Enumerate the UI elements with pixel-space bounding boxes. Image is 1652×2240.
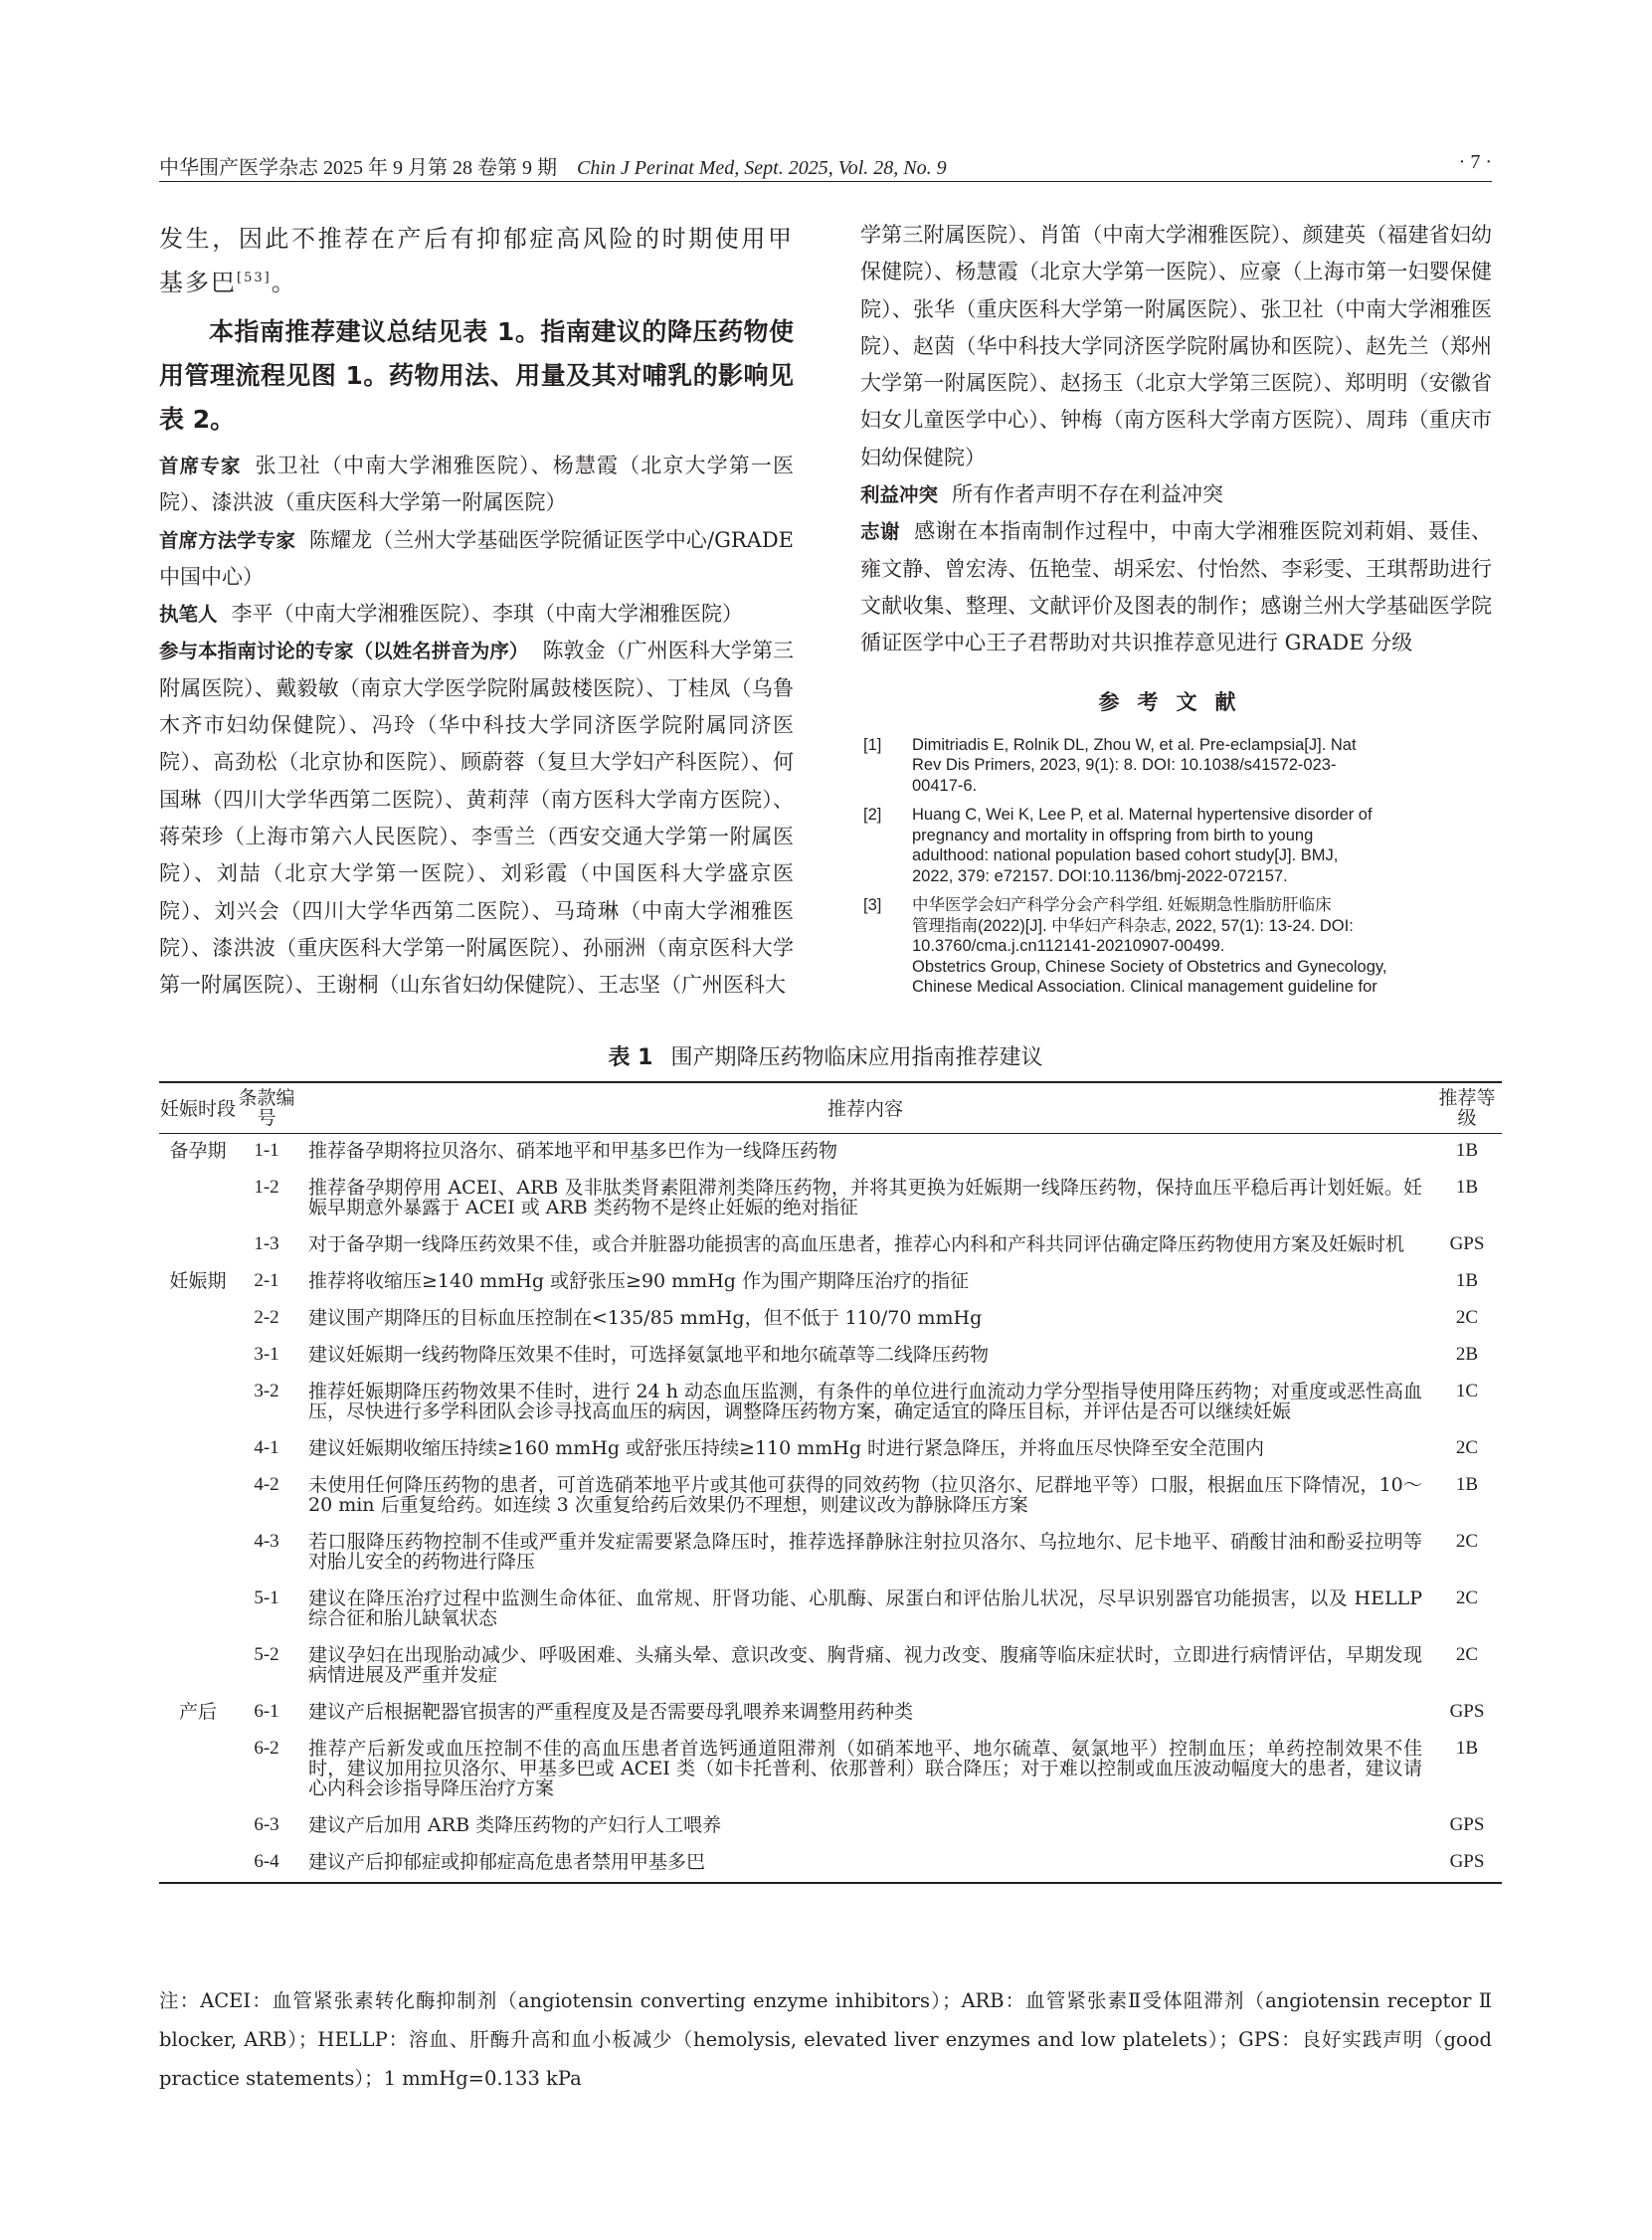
table-row bbox=[159, 1468, 1502, 1525]
recommendation-cell: 建议产后根据靶器官损害的严重程度及是否需要母乳喂养来调整用药种类 bbox=[308, 1701, 914, 1723]
table-row bbox=[159, 1845, 1502, 1883]
stage-cell: 产后 bbox=[178, 1701, 217, 1723]
grade-cell: 2C bbox=[1455, 1437, 1479, 1458]
table-row bbox=[159, 1227, 1502, 1264]
stage-cell bbox=[159, 1301, 237, 1338]
left-column bbox=[159, 217, 794, 1004]
recommendation-cell: 推荐产后新发或血压控制不佳的高血压患者首选钙通道阻滞剂（如硝苯地平、地尔硫䓬、氨氯地平）控制血压；单药控制效果不佳时，建议加用拉贝洛尔、甲基多巴或 ACEI 类（如卡托普利、依那普利）联合降压；对于难以控制或血压波动幅度大的患者，建议请心内科会诊指导降压治疗方案 bbox=[308, 1738, 1422, 1799]
participants bbox=[159, 633, 794, 1004]
page-number: · 7 · bbox=[1458, 151, 1492, 173]
writers bbox=[159, 596, 794, 633]
number-cell: 2-1 bbox=[254, 1270, 279, 1291]
number-cell: 5-1 bbox=[254, 1587, 279, 1608]
number-cell: 4-1 bbox=[254, 1437, 279, 1458]
number-cell: 4-3 bbox=[254, 1531, 279, 1552]
citation-ref[interactable]: [53] bbox=[237, 271, 272, 285]
table-row bbox=[159, 1171, 1502, 1227]
number-cell: 1-2 bbox=[254, 1177, 279, 1198]
number-cell: 3-1 bbox=[254, 1344, 279, 1365]
journal-name-cn: 中华围产医学杂志 2025 年 9 月第 28 卷第 9 期 bbox=[159, 157, 557, 179]
stage-cell bbox=[159, 1845, 237, 1883]
table-row bbox=[159, 1134, 1502, 1172]
journal-citation bbox=[159, 151, 947, 180]
conflict-of-interest bbox=[860, 476, 1492, 513]
recommendation-cell: 推荐备孕期将拉贝洛尔、硝苯地平和甲基多巴作为一线降压药物 bbox=[308, 1140, 838, 1162]
stage-cell bbox=[159, 1338, 237, 1375]
methodologist bbox=[159, 522, 794, 597]
coi-text: 所有作者声明不存在利益冲突 bbox=[952, 482, 1224, 507]
table-row bbox=[159, 1808, 1502, 1845]
table-note: 注：ACEI：血管紧张素转化酶抑制剂（angiotensin converting enzyme inhibitors）；ARB：血管紧张素Ⅱ受体阻滞剂（angiotensin receptor Ⅱ blocker, ARB）；HELLP：溶血、肝酶升高和血小板减少（hemolysis, elevated liver enzymes and low platelets）；GPS：良好实践声明（good practice statements）；1 mmHg=0.133 kPa bbox=[159, 1989, 1492, 2090]
stage-cell bbox=[159, 1375, 237, 1431]
participants-continued: 学第三附属医院）、肖笛（中南大学湘雅医院）、颜建英（福建省妇幼保健院）、杨慧霞（北京大学第一医院）、应豪（上海市第一妇婴保健院）、张华（重庆医科大学第一附属医院）、张卫社（中南大学湘雅医院）、赵茵（华中科技大学同济医学院附属协和医院）、赵先兰（郑州大学第一附属医院）、赵扬玉（北京大学第三医院）、郑明明（安徽省妇女儿童医学中心）、钟梅（南方医科大学南方医院）、周玮（重庆市妇幼保健院） bbox=[860, 223, 1492, 469]
recommendation-cell: 未使用任何降压药物的患者，可首选硝苯地平片或其他可获得的同效药物（拉贝洛尔、尼群地平等）口服，根据血压下降情况，10～20 min 后重复给药。如连续 3 次重复给药后效果仍不理想，则建议改为静脉降压方案 bbox=[308, 1474, 1422, 1516]
reference-text-line: Huang C, Wei K, Lee P, et al. Maternal hypertensive disorder of bbox=[912, 806, 1373, 825]
stage-cell bbox=[159, 1732, 237, 1808]
reference-text-line: 2022, 379: e72157. DOI:10.1136/bmj-2022-072157. bbox=[912, 866, 1288, 885]
running-header bbox=[159, 147, 1492, 182]
recommendation-cell: 建议孕妇在出现胎动减少、呼吸困难、头痛头晕、意识改变、胸背痛、视力改变、腹痛等临床症状时，立即进行病情评估，早期发现病情进展及严重并发症 bbox=[308, 1644, 1422, 1686]
reference-text-line: 00417-6. bbox=[912, 776, 978, 795]
recommendation-cell: 推荐妊娠期降压药物效果不佳时，进行 24 h 动态血压监测，有条件的单位进行血流动力学分型指导使用降压药物；对重度或恶性高血压，尽快进行多学科团队会诊寻找高血压的病因，调整降压药物方案，确定适宜的降压目标，并评估是否可以继续妊娠 bbox=[308, 1381, 1422, 1422]
recommendation-cell: 推荐备孕期停用 ACEI、ARB 及非肽类肾素阻滞剂类降压药物，并将其更换为妊娠期一线降压药物，保持血压平稳后再计划妊娠。妊娠早期意外暴露于 ACEI 或 ARB 类药物不是终止妊娠的绝对指征 bbox=[308, 1177, 1422, 1218]
ack-text: 感谢在本指南制作过程中，中南大学湘雅医院刘莉娟、聂佳、雍文静、曾宏涛、伍艳莹、胡采宏、付怡然、李彩雯、王琪帮助进行文献收集、整理、文献评价及图表的制作；感谢兰州大学基础医学院循证医学中心王子君帮助对共识推荐意见进行 GRADE 分级 bbox=[860, 519, 1492, 655]
stage-cell bbox=[159, 1227, 237, 1264]
table-header-row bbox=[159, 1082, 1502, 1134]
table-row bbox=[159, 1301, 1502, 1338]
reference-item bbox=[860, 735, 1492, 797]
paragraph-text: 发生，因此不推荐在产后有抑郁症高风险的时期使用甲基多巴 bbox=[159, 225, 794, 296]
methodologist-text: 陈耀龙（兰州大学基础医学院循证医学中心/GRADE 中国中心） bbox=[159, 527, 794, 589]
recommendation-table bbox=[159, 1081, 1502, 1884]
methodologist-label: 首席方法学专家 bbox=[159, 528, 295, 552]
reference-text-line: adulthood: national population based cohort study[J]. BMJ, bbox=[912, 846, 1339, 865]
grade-cell: 2C bbox=[1455, 1587, 1479, 1608]
stage-cell: 备孕期 bbox=[169, 1140, 227, 1162]
grade-cell: GPS bbox=[1449, 1851, 1485, 1872]
number-cell: 5-2 bbox=[254, 1644, 279, 1665]
table-title: 围产期降压药物临床应用指南推荐建议 bbox=[670, 1045, 1043, 1070]
grade-cell: 1B bbox=[1455, 1177, 1479, 1198]
table-row bbox=[159, 1695, 1502, 1732]
reference-text-line: 10.3760/cma.j.cn112141-20210907-00499. bbox=[912, 937, 1225, 956]
stage-cell bbox=[159, 1171, 237, 1227]
writers-label: 执笔人 bbox=[159, 603, 218, 627]
stage-cell: 妊娠期 bbox=[169, 1270, 227, 1292]
reference-text-line: Obstetrics Group, Chinese Society of Obstetrics and Gynecology, bbox=[912, 957, 1387, 976]
participants-text: 陈敦金（广州医科大学第三附属医院）、戴毅敏（南京大学医学院附属鼓楼医院）、丁桂凤（乌鲁木齐市妇幼保健院）、冯玲（华中科技大学同济医学院附属同济医院）、高劲松（北京协和医院）、顾蔚蓉（复旦大学妇产科医院）、何国琳（四川大学华西第二医院）、黄莉萍（南方医科大学南方医院）、蒋荣珍（上海市第六人民医院）、李雪兰（西安交通大学第一附属医院）、刘喆（北京大学第一医院）、刘彩霞（中国医科大学盛京医院）、刘兴会（四川大学华西第二医院）、马琦琳（中南大学湘雅医院）、漆洪波（重庆医科大学第一附属医院）、孙丽洲（南京医科大学第一附属医院）、王谢桐（山东省妇幼保健院）、王志坚（广州医科大 bbox=[159, 639, 794, 998]
header-content: 推荐内容 bbox=[826, 1098, 903, 1120]
reference-number: [2] bbox=[863, 806, 882, 825]
chief-experts-label: 首席专家 bbox=[159, 455, 242, 477]
recommendation-cell: 建议围产期降压的目标血压控制在<135/85 mmHg，但不低于 110/70 mmHg bbox=[308, 1307, 983, 1329]
header-number: 条款编号 bbox=[238, 1088, 295, 1129]
table-row bbox=[159, 1338, 1502, 1375]
table-row bbox=[159, 1582, 1502, 1638]
grade-cell: 1B bbox=[1455, 1140, 1479, 1161]
stage-cell bbox=[159, 1431, 237, 1468]
recommendation-cell: 建议在降压治疗过程中监测生命体征、血常规、肝肾功能、心肌酶、尿蛋白和评估胎儿状况，尽早识别器官功能损害，以及 HELLP 综合征和胎儿缺氧状态 bbox=[308, 1587, 1422, 1629]
grade-cell: 1B bbox=[1455, 1474, 1479, 1495]
number-cell: 1-1 bbox=[254, 1140, 279, 1161]
reference-item bbox=[860, 805, 1492, 886]
reference-text-line: Rev Dis Primers, 2023, 9(1): 8. DOI: 10.1038/s41572-023- bbox=[912, 756, 1337, 775]
reference-number: [3] bbox=[863, 896, 882, 915]
table-row bbox=[159, 1732, 1502, 1808]
number-cell: 4-2 bbox=[254, 1474, 279, 1495]
grade-cell: 2C bbox=[1455, 1644, 1479, 1665]
participants-label: 参与本指南讨论的专家（以姓名拼音为序） bbox=[159, 640, 529, 663]
grade-cell: 2C bbox=[1455, 1531, 1479, 1552]
stage-cell bbox=[159, 1468, 237, 1525]
ack-label: 志谢 bbox=[860, 520, 901, 544]
grade-cell: 1C bbox=[1455, 1381, 1479, 1401]
reference-text-line: 管理指南(2022)[J]. 中华妇产科杂志, 2022, 57(1): 13-24. DOI: bbox=[912, 916, 1354, 935]
table-row bbox=[159, 1431, 1502, 1468]
recommendation-cell: 若口服降压药物控制不佳或严重并发症需要紧急降压时，推荐选择静脉注射拉贝洛尔、乌拉地尔、尼卡地平、硝酸甘油和酚妥拉明等对胎儿安全的药物进行降压 bbox=[308, 1531, 1422, 1573]
number-cell: 6-2 bbox=[254, 1738, 279, 1759]
table-caption bbox=[159, 1040, 1492, 1071]
number-cell: 6-3 bbox=[254, 1814, 279, 1835]
recommendation-cell: 建议产后抑郁症或抑郁症高危患者禁用甲基多巴 bbox=[308, 1851, 706, 1873]
table-row bbox=[159, 1375, 1502, 1431]
recommendation-cell: 建议妊娠期一线药物降压效果不佳时，可选择氨氯地平和地尔硫䓬等二线降压药物 bbox=[308, 1344, 990, 1366]
table-row bbox=[159, 1264, 1502, 1301]
header-stage: 妊娠时段 bbox=[159, 1098, 236, 1120]
acknowledgement bbox=[860, 513, 1492, 661]
number-cell: 6-1 bbox=[254, 1701, 279, 1722]
stage-cell bbox=[159, 1808, 237, 1845]
grade-cell: 2B bbox=[1455, 1344, 1479, 1365]
right-column bbox=[860, 217, 1492, 1007]
grade-cell: 1B bbox=[1455, 1270, 1479, 1291]
number-cell: 2-2 bbox=[254, 1307, 279, 1328]
reference-number: [1] bbox=[863, 735, 882, 754]
reference-text-line: pregnancy and mortality in offspring from birth to young bbox=[912, 826, 1314, 844]
reference-text-line: 中华医学会妇产科学分会产科学组. 妊娠期急性脂肪肝临床 bbox=[912, 896, 1332, 915]
reference-list bbox=[860, 735, 1492, 998]
number-cell: 6-4 bbox=[254, 1851, 279, 1872]
reference-text-line: Dimitriadis E, Rolnik DL, Zhou W, et al. Pre-eclampsia[J]. Nat bbox=[912, 735, 1357, 754]
number-cell: 3-2 bbox=[254, 1381, 279, 1401]
table-row bbox=[159, 1525, 1502, 1582]
chief-experts-text: 张卫社（中南大学湘雅医院）、杨慧霞（北京大学第一医院）、漆洪波（重庆医科大学第一附属医院） bbox=[159, 454, 794, 515]
writers-text: 李平（中南大学湘雅医院）、李琪（中南大学湘雅医院） bbox=[231, 602, 744, 627]
continued-paragraph bbox=[159, 217, 794, 304]
references-heading: 参考文献 bbox=[1098, 689, 1254, 714]
stage-cell bbox=[159, 1638, 237, 1695]
recommendation-cell: 推荐将收缩压≥140 mmHg 或舒张压≥90 mmHg 作为围产期降压治疗的指征 bbox=[308, 1270, 969, 1292]
chief-experts bbox=[159, 448, 794, 522]
grade-cell: 1B bbox=[1455, 1738, 1479, 1759]
recommendation-cell: 建议产后加用 ARB 类降压药物的产妇行人工喂养 bbox=[308, 1814, 722, 1836]
reference-item bbox=[860, 895, 1492, 998]
grade-cell: 2C bbox=[1455, 1307, 1479, 1328]
coi-label: 利益冲突 bbox=[860, 483, 939, 507]
summary-paragraph: 本指南推荐建议总结见表 1。指南建议的降压药物使用管理流程见图 1。药物用法、用量及其对哺乳的影响见表 2。 bbox=[159, 317, 794, 434]
header-grade: 推荐等级 bbox=[1438, 1088, 1496, 1129]
grade-cell: GPS bbox=[1449, 1814, 1485, 1835]
table-body bbox=[159, 1134, 1502, 1884]
table-row bbox=[159, 1638, 1502, 1695]
paragraph-end: 。 bbox=[271, 269, 297, 296]
journal-name-en: Chin J Perinat Med, Sept. 2025, Vol. 28, No. 9 bbox=[577, 157, 947, 179]
stage-cell bbox=[159, 1582, 237, 1638]
grade-cell: GPS bbox=[1449, 1233, 1485, 1254]
number-cell: 1-3 bbox=[254, 1233, 279, 1254]
grade-cell: GPS bbox=[1449, 1701, 1485, 1722]
recommendation-cell: 对于备孕期一线降压药效果不佳，或合并脏器功能损害的高血压患者，推荐心内科和产科共同评估确定降压药物使用方案及妊娠时机 bbox=[308, 1233, 1405, 1255]
stage-cell bbox=[159, 1525, 237, 1582]
table-label: 表 1 bbox=[608, 1045, 653, 1070]
reference-text-line: Chinese Medical Association. Clinical management guideline for bbox=[912, 978, 1377, 997]
recommendation-cell: 建议妊娠期收缩压持续≥160 mmHg 或舒张压持续≥110 mmHg 时进行紧急降压，并将血压尽快降至安全范围内 bbox=[308, 1437, 1265, 1459]
